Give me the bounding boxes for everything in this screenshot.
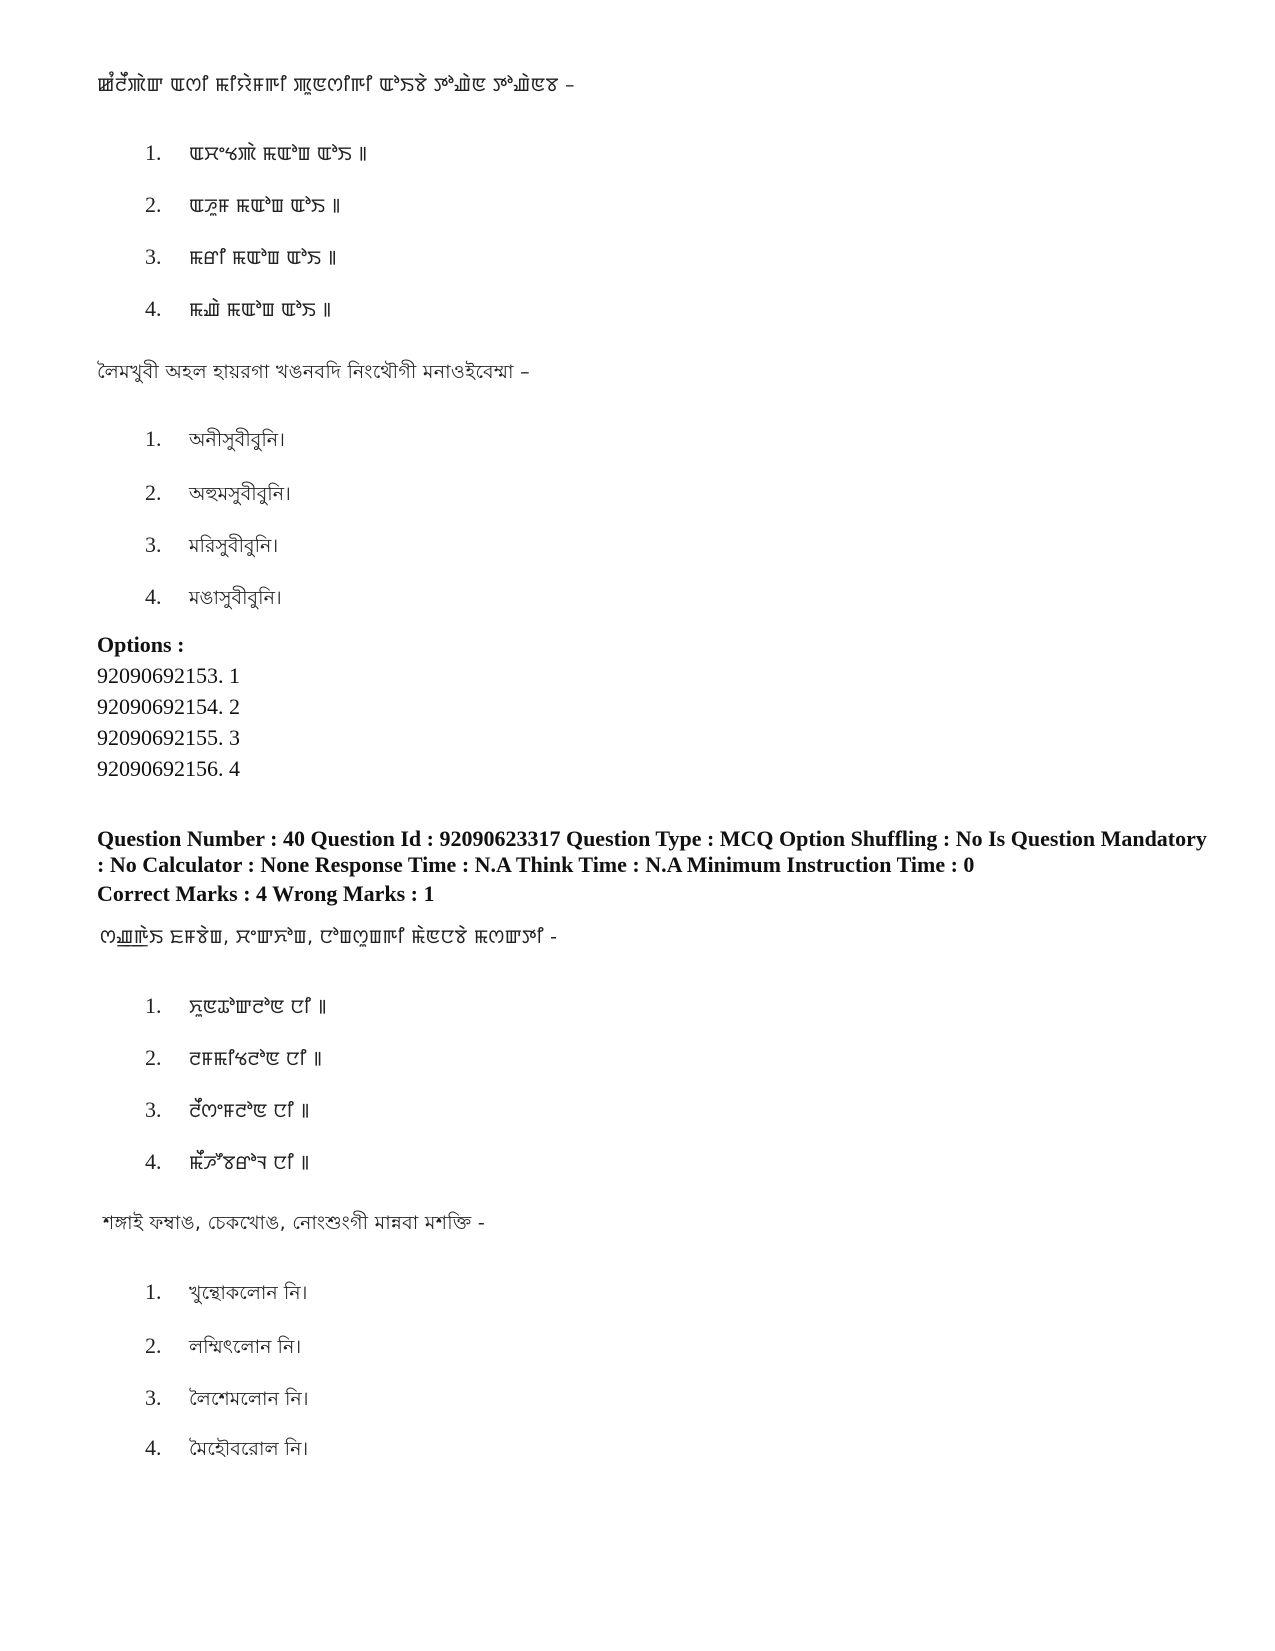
option-number: 4. <box>145 296 162 321</box>
q40-option-4-meetei <box>145 1149 309 1176</box>
option-text: অনীসুবীবুনি। <box>189 429 285 451</box>
q39-option-1-bengali <box>145 426 285 458</box>
option-text: মরিসুবীবুনি। <box>189 535 279 557</box>
option-number: 4. <box>145 1149 162 1174</box>
q40-option-2-meetei <box>145 1045 322 1072</box>
options-heading: Options : <box>97 632 185 657</box>
q39-stem-bengali: লৈমখুবী অহল হায়রগা খঙনবদি নিংথৌগী মনাওইবেম্মা – <box>97 361 530 383</box>
option-text: ꯑꯍꯨꯝ ꯃꯑꯣꯡ ꯑꯣꯏ ꯫ <box>189 195 341 217</box>
marks-line: Correct Marks : 4 Wrong Marks : 1 <box>97 881 435 906</box>
option-id-3: 92090692155. 3 <box>97 725 240 750</box>
q39-option-3-bengali <box>145 532 278 564</box>
question-meta: Question Number : 40 Question Id : 92090623317 Question Type : MCQ Option Shuffling : No Is Question Mandatory : No Calculator : None Response Time : N.A Think Time : N.A Minimum Instruction Time : 0 <box>97 826 1207 877</box>
q40-stem-meetei: ꯁꯉ꯭ꯒꯥꯏ ꯐꯝꯕꯥꯡ, ꯆꯦꯛꯈꯣꯡ, ꯅꯣꯡꯁꯨꯡꯒꯤ ꯃꯥꯟꯅꯕꯥ ꯃꯁꯛꯇꯤ - <box>100 926 558 948</box>
q40-option-4-bengali <box>145 1435 308 1467</box>
option-text: ꯑꯆꯦꯠꯄꯥ ꯃꯑꯣꯡ ꯑꯣꯏ ꯫ <box>189 143 368 165</box>
q40-stem-bengali: শঙ্গাই ফম্বাঙ, চেকখোঙ, নোংশুংগী মান্নবা মশক্তি - <box>103 1212 485 1234</box>
option-id-2: 92090692154. 2 <box>97 694 240 719</box>
option-id-1: 92090692153. 1 <box>97 663 240 688</box>
option-number: 2. <box>145 480 162 505</box>
option-text: লম্মিৎলোন নি। <box>189 1336 302 1358</box>
q40-option-3-bengali <box>145 1385 309 1417</box>
q39-option-4-bengali <box>145 584 282 616</box>
option-number: 1. <box>145 140 162 165</box>
q39-stem-meetei: ꯀꯪꯂꯩꯄꯥꯛ ꯑꯁꯤ ꯃꯤꯌꯥꯝꯒꯤ ꯄꯨꯟꯁꯤꯒꯤ ꯑꯣꯏꯕꯥ ꯇꯣꯉꯥꯟ ꯇꯣꯉꯥꯟꯕ – <box>97 74 575 96</box>
option-text: খুন্থোকলোন নি। <box>189 1282 308 1304</box>
q39-option-3-meetei <box>145 244 337 271</box>
option-text: ꯃꯉꯥ ꯃꯑꯣꯡ ꯑꯣꯏ ꯫ <box>189 299 332 321</box>
option-number: 3. <box>145 1385 162 1410</box>
option-number: 1. <box>145 1279 162 1304</box>
option-number: 3. <box>145 1097 162 1122</box>
q40-option-1-meetei <box>145 993 327 1020</box>
option-text: ꯂꯩꯁꯦꯝꯂꯣꯟ ꯅꯤ ꯫ <box>189 1100 310 1122</box>
option-number: 1. <box>145 426 162 451</box>
option-text: ꯃꯔꯤ ꯃꯑꯣꯡ ꯑꯣꯏ ꯫ <box>189 247 337 269</box>
option-number: 3. <box>145 244 162 269</box>
q39-option-2-bengali <box>145 480 291 512</box>
q40-option-2-bengali <box>145 1333 301 1365</box>
option-number: 2. <box>145 192 162 217</box>
option-number: 1. <box>145 993 162 1018</box>
option-number: 4. <box>145 1435 162 1460</box>
option-id-4: 92090692156. 4 <box>97 756 240 781</box>
option-text: ꯃꯩꯍꯧꯕꯔꯣꯜ ꯅꯤ ꯫ <box>189 1152 310 1174</box>
option-text: অহুমসুবীবুনি। <box>189 483 291 505</box>
option-number: 2. <box>145 1045 162 1070</box>
q39-option-1-meetei <box>145 140 367 167</box>
option-text: মঙাসুবীবুনি। <box>189 587 282 609</box>
option-text: ꯈꯨꯟꯊꯣꯛꯂꯣꯟ ꯅꯤ ꯫ <box>189 996 327 1018</box>
q40-option-1-bengali <box>145 1279 307 1311</box>
q39-option-2-meetei <box>145 192 341 219</box>
option-text: মৈহৌবরোল নি। <box>189 1438 309 1460</box>
q40-option-3-meetei <box>145 1097 309 1124</box>
option-number: 4. <box>145 584 162 609</box>
option-number: 2. <box>145 1333 162 1358</box>
option-number: 3. <box>145 532 162 557</box>
option-text: লৈশেমলোন নি। <box>189 1388 309 1410</box>
option-text: ꯂꯝꯃꯤꯠꯂꯣꯟ ꯅꯤ ꯫ <box>189 1048 323 1070</box>
q39-option-4-meetei <box>145 296 331 323</box>
